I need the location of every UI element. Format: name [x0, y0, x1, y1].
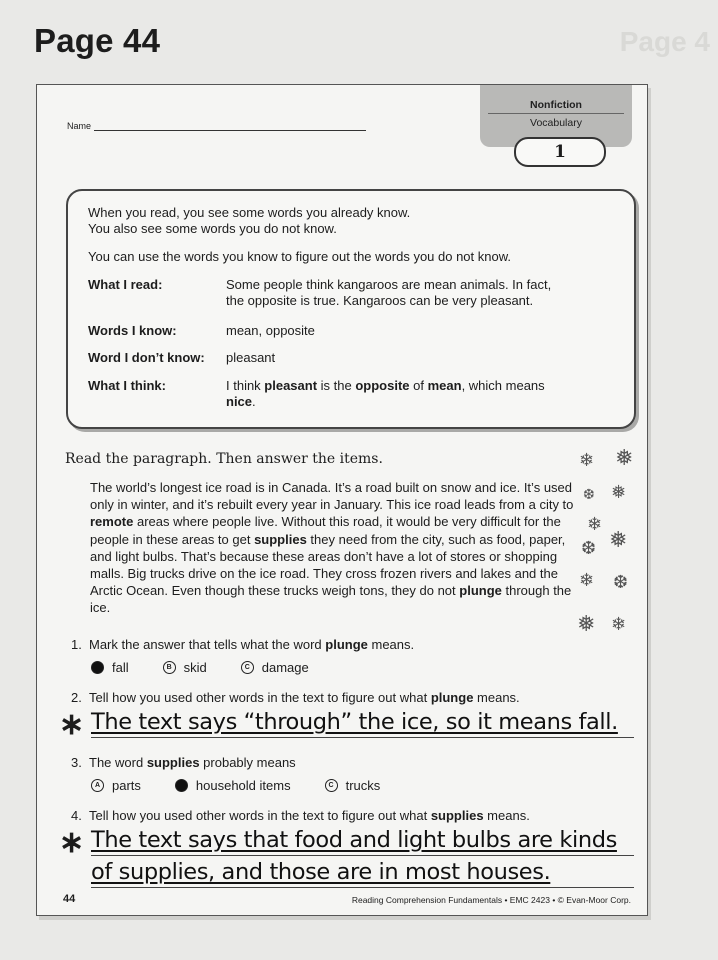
question-text: [89, 808, 530, 823]
option-b[interactable]: [175, 778, 291, 793]
row-label: What I read:: [88, 277, 163, 292]
text-run: they need from the city, such as food, paper, and light bulbs. That’s because these areas don’t have a lot of stores or shopping malls. Big trucks drive on the ice road. They cross frozen rivers and lakes and the Arctic Ocean. Even though these trucks weigh tons, they do not: [90, 531, 566, 599]
answer-line: [91, 737, 634, 738]
bold-word: opposite: [355, 378, 410, 393]
option-c[interactable]: [325, 778, 381, 793]
snowflake-icon: ❆: [583, 486, 595, 502]
lesson-intro: [88, 205, 410, 236]
question-text: [89, 637, 414, 652]
answer-line: [91, 887, 634, 888]
bubble-b-icon[interactable]: B: [163, 661, 176, 674]
lesson-box: [66, 189, 636, 429]
text-run: .: [252, 393, 256, 409]
option-label: parts: [112, 778, 141, 793]
intro-line: When you read, you see some words you already know.: [88, 205, 411, 220]
vocab-word: supplies: [146, 755, 200, 770]
question-number: 4.: [71, 808, 82, 823]
text-run: of: [409, 378, 428, 393]
vocab-word: plunge: [430, 690, 474, 705]
row-value: pleasant: [226, 350, 276, 365]
text-run: is the: [317, 378, 356, 393]
answer-4-handwriting-line-1[interactable]: The text says that food and light bulbs are kinds: [91, 827, 617, 853]
option-a[interactable]: [91, 778, 141, 793]
snowflake-icon: ❆: [581, 538, 597, 558]
question-text: [89, 755, 296, 770]
asterisk-icon: ∗: [59, 708, 85, 741]
name-row: [67, 121, 366, 131]
vocab-word: supplies: [254, 531, 307, 547]
name-label: Name: [67, 121, 92, 131]
option-label: skid: [183, 660, 207, 675]
text-run: The word: [89, 755, 147, 770]
option-label: household items: [195, 778, 291, 793]
snowflake-icon: ❅: [611, 482, 627, 502]
bold-word: mean: [427, 378, 462, 393]
text-run: areas where people live. Without this road, it would be very difficult for the people in these areas to get: [90, 514, 561, 547]
vocab-word: plunge: [325, 637, 368, 652]
snowflake-icon: ❆: [613, 572, 629, 592]
filled-bubble-icon[interactable]: [91, 661, 104, 674]
bold-word: nice: [226, 393, 253, 409]
snowflake-icon: ❄: [587, 514, 603, 534]
answer-line: [91, 855, 634, 856]
text-run: I think: [226, 378, 265, 393]
reading-paragraph: [90, 479, 580, 617]
snowflake-icon: ❄: [579, 570, 595, 590]
footer-credit: Reading Comprehension Fundamentals • EMC 2423 • © Evan-Moor Corp.: [351, 895, 631, 905]
value-line: the opposite is true. Kangaroos can be very pleasant.: [226, 292, 534, 308]
question-number: 1.: [71, 637, 82, 652]
answer-2-handwriting[interactable]: The text says “through” the ice, so it means fall.: [91, 709, 618, 735]
question-3-options: [91, 778, 414, 793]
text-run: means.: [483, 808, 530, 823]
value-line: Some people think kangaroos are mean animals. In fact,: [226, 277, 552, 292]
question-number: 2.: [71, 690, 82, 705]
text-run: The world’s longest ice road is in Canada. It’s a road built on snow and ice. It’s used only in winter, and it’s rebuilt every year in January. This ice road leads from a city to: [90, 480, 574, 513]
option-label: fall: [112, 660, 129, 675]
footer-page-number: 44: [63, 893, 76, 905]
option-label: trucks: [345, 778, 381, 793]
snowflake-icon: ❄: [579, 450, 595, 470]
text-run: Tell how you used other words in the text to figure out what: [89, 808, 431, 823]
skill-label: Vocabulary: [530, 117, 582, 129]
instructions: Read the paragraph. Then answer the items.: [65, 451, 383, 467]
lesson-strategy: You can use the words you know to figure out the words you do not know.: [88, 249, 512, 264]
text-run: Mark the answer that tells what the word: [89, 637, 326, 652]
row-label: Words I know:: [88, 323, 177, 338]
unit-number-badge: 1: [514, 137, 606, 167]
asterisk-icon: ∗: [59, 826, 85, 859]
worksheet: [36, 84, 648, 916]
row-value: [226, 378, 611, 409]
row-label: Word I don’t know:: [88, 350, 205, 365]
bubble-c-icon[interactable]: C: [325, 779, 338, 792]
vocab-word: remote: [90, 514, 134, 530]
snowflake-icon: ❅: [577, 611, 596, 636]
bubble-c-icon[interactable]: C: [241, 661, 254, 674]
option-a[interactable]: [91, 660, 129, 675]
page-title: Page 44: [34, 22, 161, 59]
text-run: through the ice.: [90, 583, 572, 616]
category-label: Nonfiction: [530, 99, 582, 111]
text-run: means.: [367, 637, 415, 652]
background-bleed-text: Page 4: [619, 26, 710, 57]
filled-bubble-icon[interactable]: [175, 779, 188, 792]
text-run: Tell how you used other words in the text to figure out what: [89, 690, 431, 705]
snowflake-icon: ❄: [611, 614, 627, 634]
bold-word: pleasant: [264, 378, 318, 393]
intro-line: You also see some words you do not know.: [88, 220, 337, 236]
tab-divider: [488, 113, 624, 114]
question-1-options: [91, 660, 343, 675]
question-number: 3.: [71, 755, 82, 770]
row-value: [226, 277, 611, 308]
row-value: mean, opposite: [226, 323, 315, 338]
vocab-word: supplies: [430, 808, 484, 823]
snowflake-icon: ❅: [615, 445, 634, 470]
option-label: damage: [261, 660, 309, 675]
vocab-word: plunge: [459, 583, 502, 599]
text-run: , which means: [461, 378, 545, 393]
snowflake-icon: ❅: [609, 527, 628, 552]
question-text: [89, 690, 520, 705]
name-blank-line: [94, 121, 366, 131]
text-run: probably means: [199, 755, 296, 770]
text-run: means.: [473, 690, 520, 705]
bubble-a-icon[interactable]: A: [91, 779, 104, 792]
option-b[interactable]: [163, 660, 207, 675]
answer-4-handwriting-line-2[interactable]: of supplies, and those are in most houses.: [91, 859, 551, 885]
row-label: What I think:: [88, 378, 166, 393]
option-c[interactable]: [241, 660, 309, 675]
